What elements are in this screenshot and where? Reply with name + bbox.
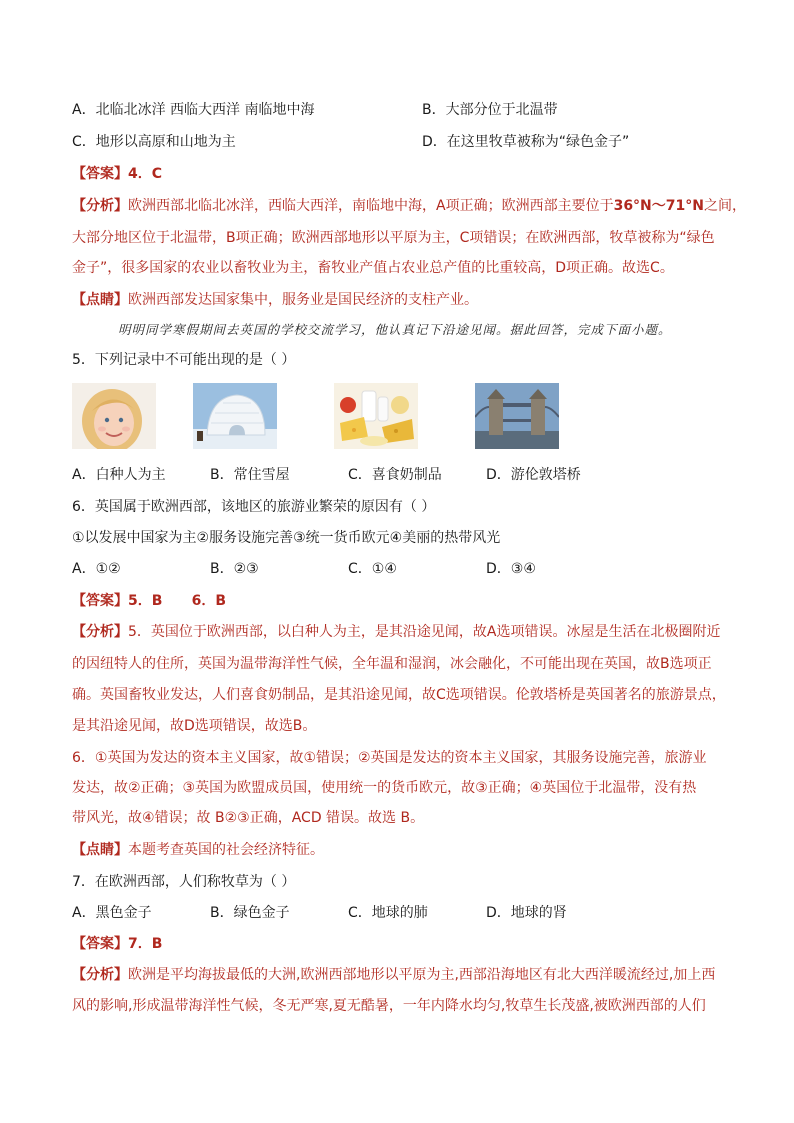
q4-answer: 【答案】4．C bbox=[72, 166, 163, 182]
igloo-image bbox=[193, 383, 277, 449]
q7-answer: 【答案】7．B bbox=[72, 936, 163, 952]
q7-option-d: D．地球的肾 bbox=[486, 905, 567, 921]
q5-option-a: A．白种人为主 bbox=[72, 467, 166, 483]
q5-analysis-line-3: 确。英国畜牧业发达，人们喜食奶制品，是其沿途见闻，故C选项错误。伦敦塔桥是英国著名的旅游景点， bbox=[72, 687, 726, 703]
q7-option-c: C．地球的肺 bbox=[348, 905, 428, 921]
q4-analysis-line-3: 金子”，很多国家的农业以畜牧业为主，畜牧业产值占农业总产值的比重较高，D项正确。故选C。 bbox=[72, 260, 674, 276]
q7-option-b: B．绿色金子 bbox=[210, 905, 290, 921]
q4-analysis-line-2: 大部分地区位于北温带，B项正确；欧洲西部地形以平原为主，C项错误；在欧洲西部，牧草被称为“绿色 bbox=[72, 230, 715, 246]
q6-analysis-line-2: 发达，故②正确；③英国为欧盟成员国，使用统一的货币欧元，故③正确；④英国位于北温带，没有热 bbox=[72, 780, 697, 796]
q6-option-d: D．③④ bbox=[486, 561, 536, 577]
q4-analysis-line-1: 【分析】欧洲西部北临北冰洋，西临大西洋，南临地中海，A项正确；欧洲西部主要位于36°N～71°N之间， bbox=[72, 198, 746, 214]
q5-option-c: C．喜食奶制品 bbox=[348, 467, 442, 483]
q5-option-d: D．游伦敦塔桥 bbox=[486, 467, 581, 483]
q6-option-b: B．②③ bbox=[210, 561, 259, 577]
q6-option-a: A．①② bbox=[72, 561, 121, 577]
q4-option-a: A．北临北冰洋 西临大西洋 南临地中海 bbox=[72, 102, 315, 118]
tower-bridge-image bbox=[475, 383, 559, 449]
q56-answer: 【答案】5．B 6．B bbox=[72, 593, 227, 609]
q4-option-c: C．地形以高原和山地为主 bbox=[72, 134, 236, 150]
dairy-products-image bbox=[334, 383, 418, 449]
q4-option-b: B．大部分位于北温带 bbox=[422, 102, 558, 118]
q5-stem: 5．下列记录中不可能出现的是（ ） bbox=[72, 352, 296, 368]
q6-option-c: C．①④ bbox=[348, 561, 397, 577]
q5-analysis-line-2: 的因纽特人的住所，英国为温带海洋性气候，全年温和湿润，冰会融化，不可能出现在英国，故B选项正 bbox=[72, 656, 712, 672]
q6-analysis-line-3: 带风光，故④错误；故 B②③正确，ACD 错误。故选 B。 bbox=[72, 810, 425, 826]
q7-analysis-line-1: 【分析】欧洲是平均海拔最低的大洲,欧洲西部地形以平原为主,西部沿海地区有北大西洋暖流经过,加上西 bbox=[72, 967, 716, 983]
reading-passage: 明明同学寒假期间去英国的学校交流学习，他认真记下沿途见闻。据此回答，完成下面小题。 bbox=[118, 322, 672, 337]
q6-stem: 6．英国属于欧洲西部，该地区的旅游业繁荣的原因有（ ） bbox=[72, 499, 436, 515]
q6-analysis-line-1: 6．①英国为发达的资本主义国家，故①错误；②英国是发达的资本主义国家，其服务设施完善，旅游业 bbox=[72, 750, 707, 766]
q5-analysis-line-1: 【分析】5．英国位于欧洲西部，以白种人为主，是其沿途见闻，故A选项错误。冰屋是生活在北极圈附近 bbox=[72, 624, 721, 640]
q7-option-a: A．黑色金子 bbox=[72, 905, 152, 921]
q4-options-row-2 bbox=[72, 132, 722, 152]
q4-comment: 【点睛】欧洲西部发达国家集中，服务业是国民经济的支柱产业。 bbox=[72, 292, 478, 308]
q4-option-d: D．在这里牧草被称为“绿色金子” bbox=[422, 134, 630, 150]
q6-items: ①以发展中国家为主②服务设施完善③统一货币欧元④美丽的热带风光 bbox=[72, 530, 501, 546]
child-face-image bbox=[72, 383, 156, 449]
q4-options-row-1 bbox=[72, 100, 722, 120]
q5-option-b: B．常住雪屋 bbox=[210, 467, 290, 483]
q56-comment: 【点睛】本题考查英国的社会经济特征。 bbox=[72, 842, 324, 858]
q5-analysis-line-4: 是其沿途见闻，故D选项错误，故选B。 bbox=[72, 718, 317, 734]
q7-stem: 7．在欧洲西部，人们称牧草为（ ） bbox=[72, 874, 296, 890]
q7-analysis-line-2: 风的影响,形成温带海洋性气候，冬无严寒,夏无酷暑，一年内降水均匀,牧草生长茂盛,被欧洲西部的人们 bbox=[72, 998, 706, 1014]
